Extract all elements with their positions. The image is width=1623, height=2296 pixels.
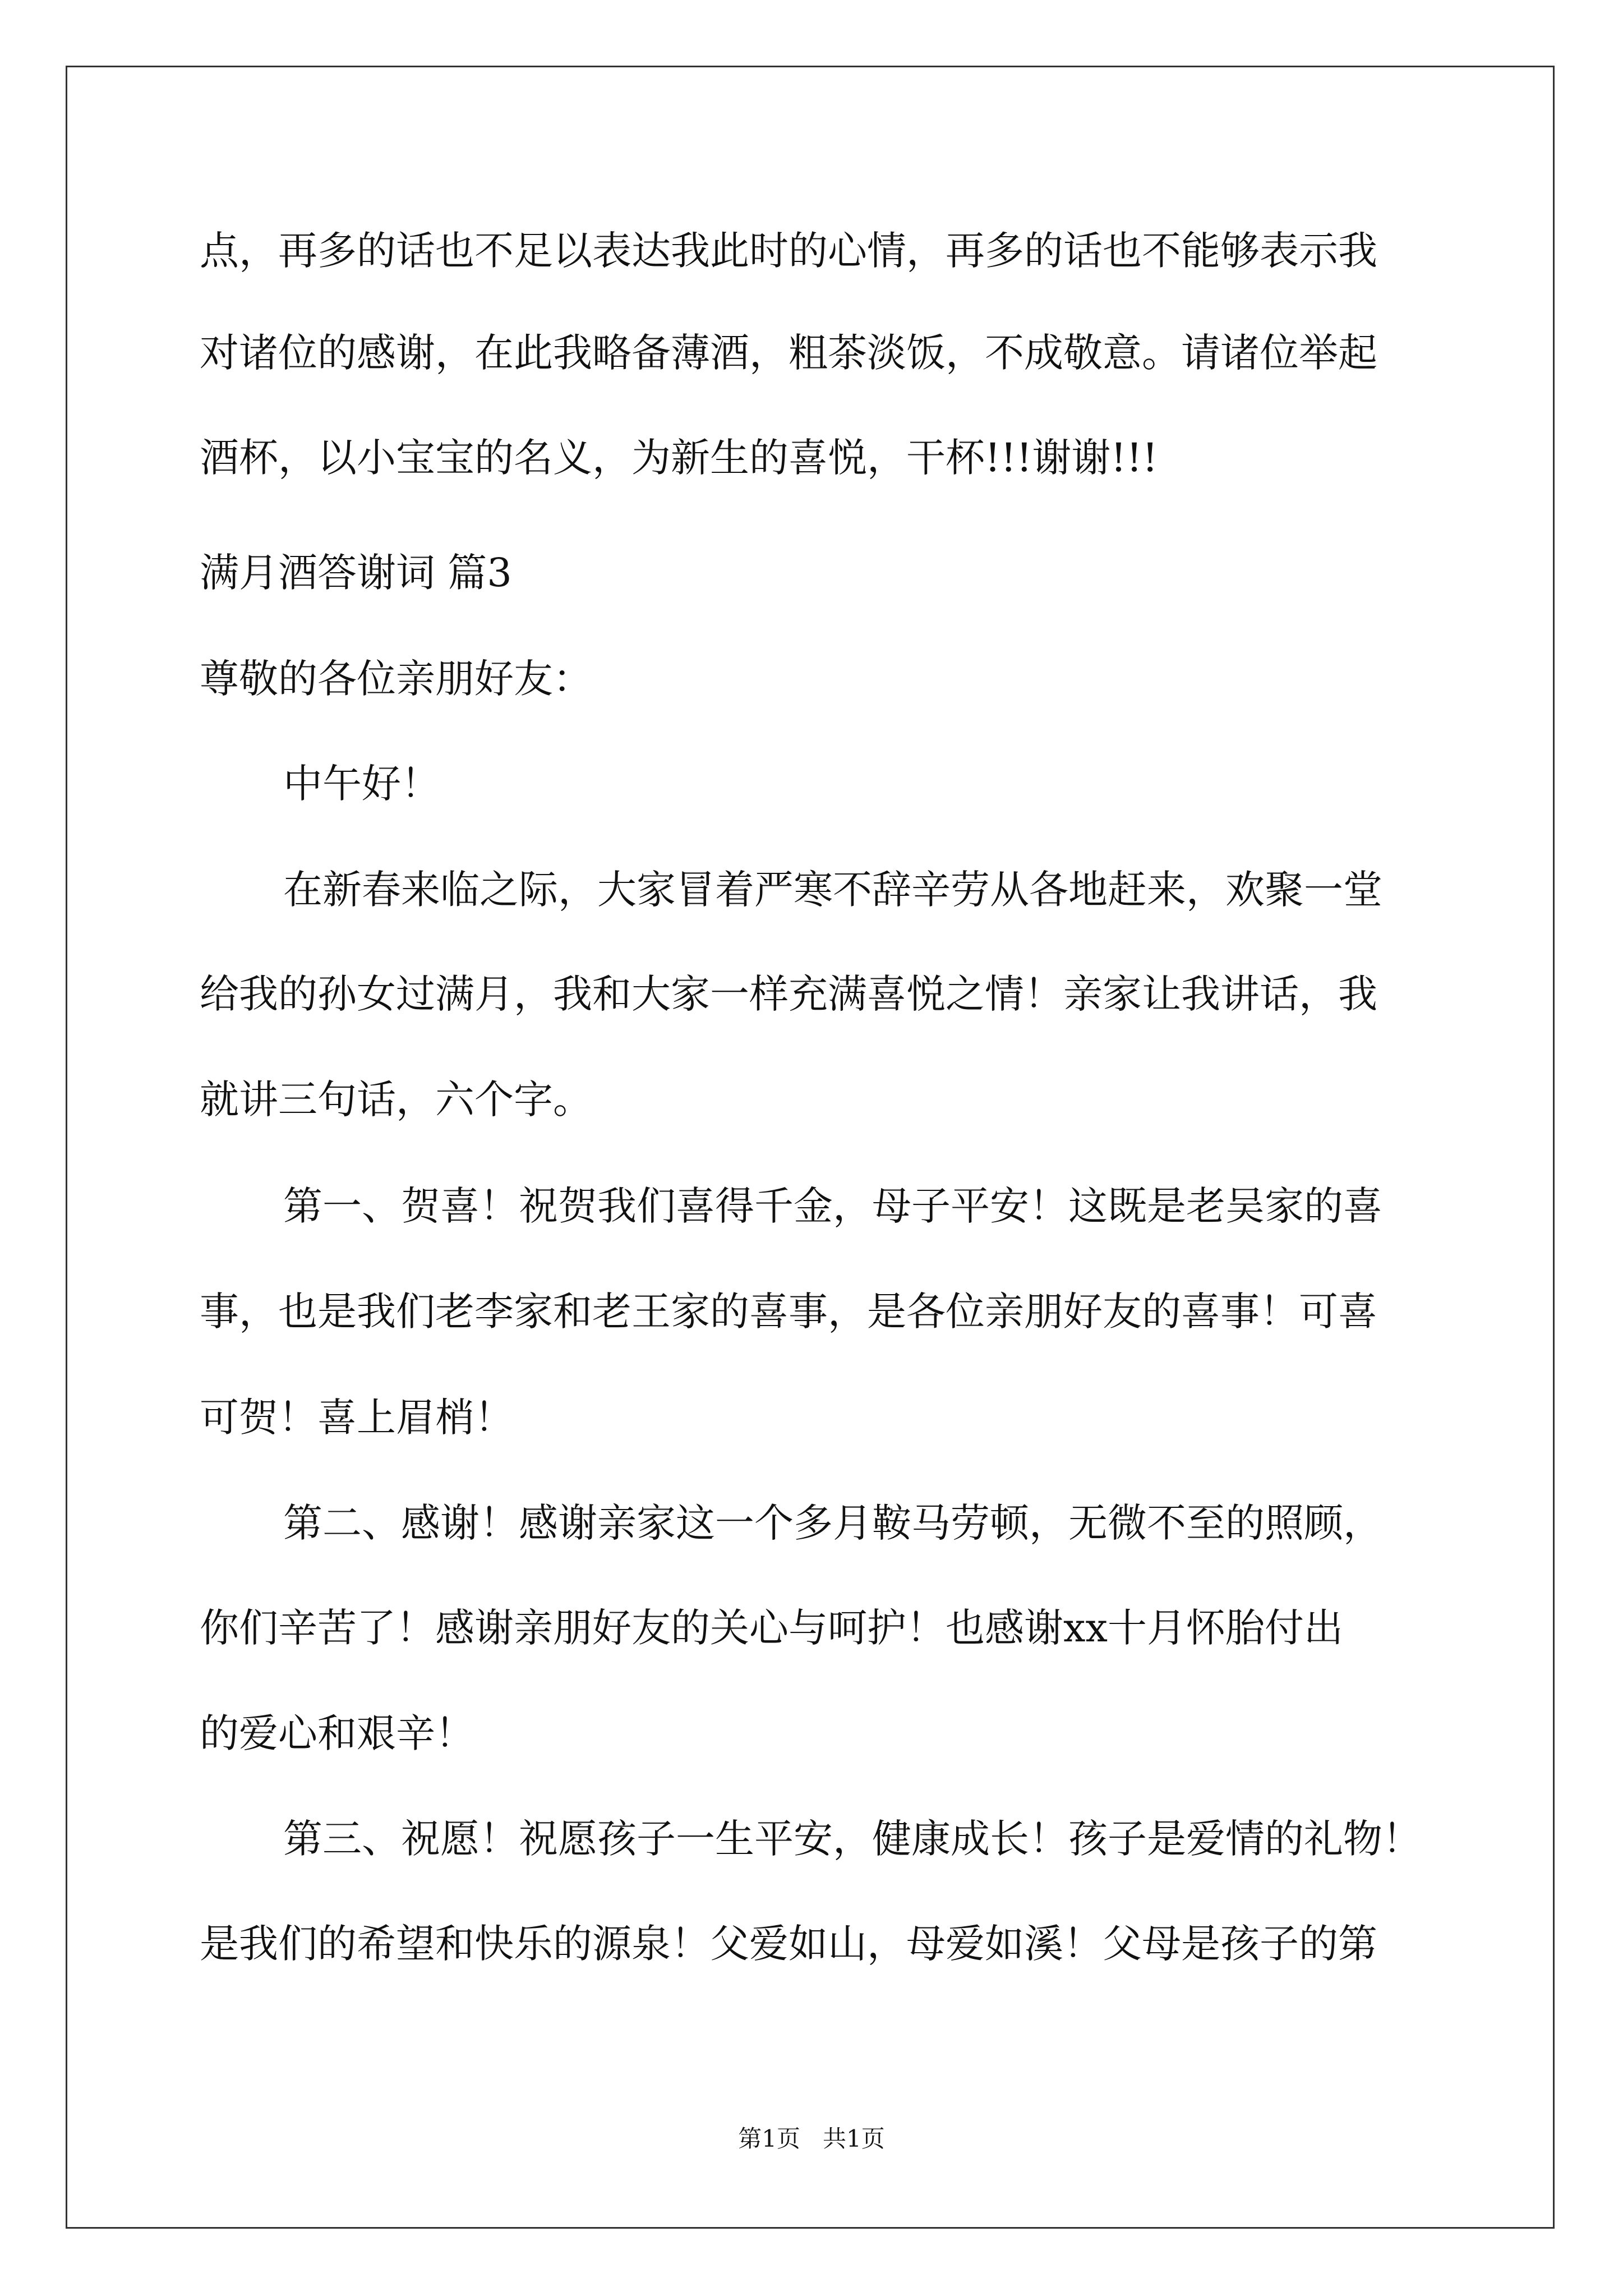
salutation: 尊敬的各位亲朋好友：	[200, 656, 592, 702]
page-frame	[66, 66, 1555, 2229]
body-line-17: 是我们的希望和快乐的源泉！父爱如山，母爱如溪！父母是孩子的第	[200, 1921, 1377, 1967]
body-line-13: 第二、感谢！感谢亲家这一个多月鞍马劳顿，无微不至的照顾，	[283, 1500, 1382, 1546]
body-line-9: 就讲三句话，六个字。	[200, 1076, 592, 1122]
body-line-7: 在新春来临之际，大家冒着严寒不辞辛劳从各地赶来，欢聚一堂	[283, 867, 1382, 913]
body-line-12: 可贺！喜上眉梢！	[200, 1395, 514, 1441]
body-line-3: 酒杯，以小宝宝的名义，为新生的喜悦，干杯!!!谢谢!!!	[200, 435, 1158, 481]
body-line-16: 第三、祝愿！祝愿孩子一生平安，健康成长！孩子是爱情的礼物！	[283, 1816, 1422, 1862]
body-line-1: 点，再多的话也不足以表达我此时的心情，再多的话也不能够表示我	[200, 228, 1377, 274]
greeting: 中午好！	[283, 761, 440, 807]
body-line-14: 你们辛苦了！感谢亲朋好友的关心与呵护！也感谢xx十月怀胎付出	[200, 1605, 1343, 1651]
body-line-15: 的爱心和艰辛！	[200, 1710, 474, 1756]
body-line-11: 事，也是我们老李家和老王家的喜事，是各位亲朋好友的喜事！可喜	[200, 1289, 1377, 1335]
body-line-10: 第一、贺喜！祝贺我们喜得千金，母子平安！这既是老吴家的喜	[283, 1183, 1382, 1229]
page-footer: 第1页 共1页	[738, 2125, 885, 2152]
section-heading: 满月酒答谢词 篇3	[200, 550, 512, 596]
body-line-8: 给我的孙女过满月，我和大家一样充满喜悦之情！亲家让我讲话，我	[200, 971, 1377, 1017]
body-line-2: 对诸位的感谢，在此我略备薄酒，粗茶淡饭，不成敬意。请诸位举起	[200, 330, 1377, 376]
